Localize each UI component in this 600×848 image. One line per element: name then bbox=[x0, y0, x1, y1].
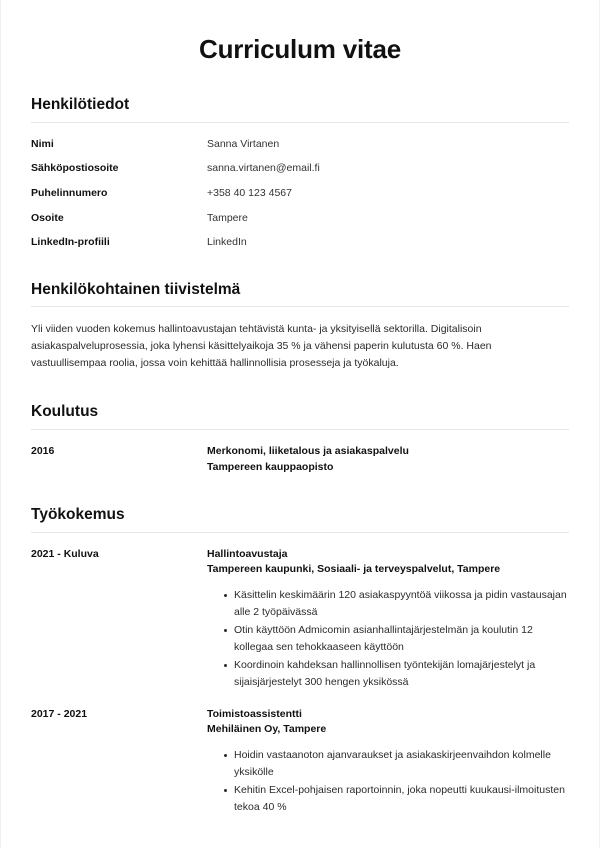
list-item: Kehitin Excel-pohjaisen raportoinnin, joka nopeutti kuukausi-ilmoitusten tekoa 40 % bbox=[224, 782, 569, 815]
info-row-address bbox=[31, 211, 569, 226]
entry-period: 2016 bbox=[31, 444, 55, 457]
list-item: Koordinoin kahdeksan hallinnollisen työntekijän lomajärjestelyt ja sijaisjärjestelyt 300 hengen yksikössä bbox=[224, 657, 569, 690]
info-label: Osoite bbox=[31, 211, 64, 224]
entry-bullet-list bbox=[207, 587, 569, 690]
info-row-email bbox=[31, 161, 569, 176]
info-row-name bbox=[31, 137, 569, 152]
section-personal-details bbox=[31, 95, 569, 250]
entry-period: 2021 - Kuluva bbox=[31, 547, 99, 560]
section-heading-summary: Henkilökohtainen tiivistelmä bbox=[31, 281, 241, 298]
education-entry bbox=[31, 444, 569, 476]
page-title: Curriculum vitae bbox=[199, 34, 401, 64]
entry-title: Merkonomi, liiketalous ja asiakaspalvelu bbox=[207, 444, 409, 457]
info-label: Puhelinnumero bbox=[31, 186, 108, 199]
section-divider bbox=[31, 532, 569, 533]
section-divider bbox=[31, 122, 569, 123]
section-heading-personal-details: Henkilötiedot bbox=[31, 96, 130, 114]
info-value-linkedin[interactable]: LinkedIn bbox=[207, 236, 247, 249]
section-experience bbox=[31, 505, 569, 815]
entry-organization: Tampereen kaupunki, Sosiaali- ja terveyspalvelut, Tampere bbox=[207, 563, 501, 576]
list-item: Hoidin vastaanoton ajanvaraukset ja asiakaskirjeenvaihdon kolmelle yksikölle bbox=[224, 747, 569, 780]
entry-period: 2017 - 2021 bbox=[31, 707, 88, 720]
info-value: Tampere bbox=[207, 211, 248, 224]
entry-body bbox=[207, 547, 569, 691]
info-value: +358 40 123 4567 bbox=[207, 186, 292, 199]
section-divider bbox=[31, 429, 569, 430]
info-label: Nimi bbox=[31, 137, 54, 150]
section-heading-experience: Työkokemus bbox=[31, 506, 125, 524]
experience-entry bbox=[31, 547, 569, 691]
entry-body bbox=[207, 707, 569, 816]
entry-title: Hallintoavustaja bbox=[207, 547, 288, 560]
entry-bullet-list bbox=[207, 747, 569, 815]
experience-entry bbox=[31, 707, 569, 816]
summary-paragraph: Yli viiden vuoden kokemus hallintoavustajan tehtävistä kunta- ja yksityisellä sektorilla. Digitalisoin asiakaspalveluprosessia, joka lyhensi käsittelyaikoja 35 % ja vähensi paperin kulutusta 60 %. Haen vastuullisempaa roolia, jossa voin kehittää hallinnollisia prosesseja ja työkaluja. bbox=[31, 323, 492, 370]
info-value: Sanna Virtanen bbox=[207, 137, 280, 150]
list-item: Otin käyttöön Admicomin asianhallintajärjestelmän ja koulutin 12 kollegaa sen tehokkaaseen käyttöön bbox=[224, 622, 569, 655]
entry-organization: Tampereen kauppaopisto bbox=[207, 460, 334, 473]
section-education bbox=[31, 402, 569, 475]
info-row-linkedin bbox=[31, 235, 569, 250]
info-value: sanna.virtanen@email.fi bbox=[207, 162, 320, 175]
section-heading-education: Koulutus bbox=[31, 403, 99, 421]
info-label: LinkedIn-profiili bbox=[31, 236, 110, 249]
info-row-phone bbox=[31, 186, 569, 201]
entry-title: Toimistoassistentti bbox=[207, 707, 302, 720]
section-divider bbox=[31, 306, 569, 307]
entry-body bbox=[207, 444, 569, 476]
entry-organization: Mehiläinen Oy, Tampere bbox=[207, 723, 327, 736]
info-label: Sähköpostiosoite bbox=[31, 162, 119, 175]
list-item: Käsittelin keskimäärin 120 asiakaspyyntöä viikossa ja pidin vastausajan alle 2 työpäivässä bbox=[224, 587, 569, 620]
section-summary bbox=[31, 280, 569, 372]
cv-content bbox=[1, 0, 599, 815]
